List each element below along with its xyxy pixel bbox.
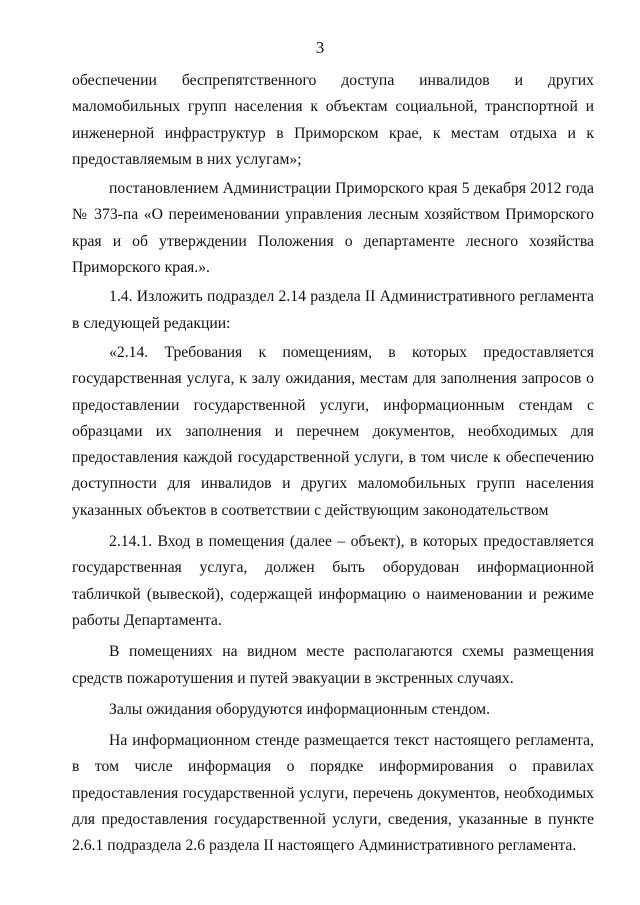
paragraph-info-stand: На информационном стенде размещается текст настоящего регламента, в том числе информация о порядке информирования о правилах предоставления государственной услуги, перечень документов, необходимых для предоставления государственной услуги, сведения, указанные в пункте 2.6.1 подраздела 2.6 раздела II настоящего Административного регламента. xyxy=(72,732,594,855)
page-number: 3 xyxy=(315,38,325,57)
paragraph-section-2-14-1: 2.14.1. Вход в помещения (далее – объект), в которых предоставляется государственная услуга, должен быть оборудован информационной табличкой (вывеской), содержащей информацию о наименовании и режиме работы Департамента. xyxy=(72,533,594,629)
document-body xyxy=(72,68,594,860)
paragraph-waiting-rooms: Залы ожидания оборудуются информационным стендом. xyxy=(109,700,491,718)
paragraph-continuation: обеспечении беспрепятственного доступа инвалидов и других маломобильных групп населения к объектам социальной, транспортной и инженерной инфраструктур в Приморском крае, к местам отдыха и к предоставляемым в них услугам»; xyxy=(72,72,594,168)
paragraph-resolution: постановлением Администрации Приморского края 5 декабря 2012 года № 373-па «О переименовании управления лесным хозяйством Приморского края и об утверждении Положения о департаменте лесного хозяйства Приморского края.». xyxy=(72,180,594,277)
paragraph-fire-schemes: В помещениях на видном месте располагаются схемы размещения средств пожаротушения и путей эвакуации в экстренных случаях. xyxy=(72,643,594,687)
paragraph-section-2-14: «2.14. Требования к помещениям, в которых предоставляется государственная услуга, к залу ожидания, местам для заполнения запросов о предоставлении государственной услуги, информационным стендам с образцами их заполнения и перечнем документов, необходимых для предоставления каждой государственной услуги, в том числе к обеспечению доступности для инвалидов и других маломобильных групп населения указанных объектов в соответствии с действующим законодательством xyxy=(72,343,594,519)
paragraph-item-1-4: 1.4. Изложить подраздел 2.14 раздела II Административного регламента в следующей редакции: xyxy=(72,288,594,332)
